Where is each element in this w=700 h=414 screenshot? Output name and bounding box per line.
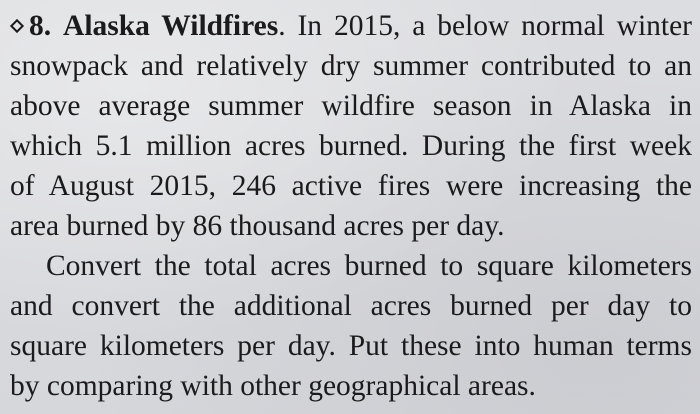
diamond-icon [10, 19, 24, 33]
paragraph1-line-5: of August 2015, 246 active fires were increasing the [10, 170, 692, 202]
problem-title: Alaska Wildfires [63, 10, 279, 42]
paragraph2-line-4: by comparing with other geographical areas. [10, 370, 536, 402]
paragraph1-line-4: which 5.1 million acres burned. During the first week [10, 130, 692, 162]
paragraph2-line-1: Convert the total acres burned to square kilometers [46, 250, 692, 282]
paragraph1-line-1: . In 2015, a below normal winter [278, 10, 693, 42]
problem-number: 8. [29, 10, 52, 42]
problem-text [10, 6, 692, 406]
problem-heading-line [10, 6, 692, 46]
paragraph1-line-6: area burned by 86 thousand acres per day. [10, 210, 505, 242]
paragraph2-line-2: and convert the additional acres burned per day to [10, 290, 692, 322]
paragraph1-line-2: snowpack and relatively dry summer contributed to an [10, 50, 692, 82]
paragraph2-line-3: square kilometers per day. Put these into human terms [10, 330, 692, 362]
paragraph1-line-3: above average summer wildfire season in Alaska in [10, 90, 692, 122]
